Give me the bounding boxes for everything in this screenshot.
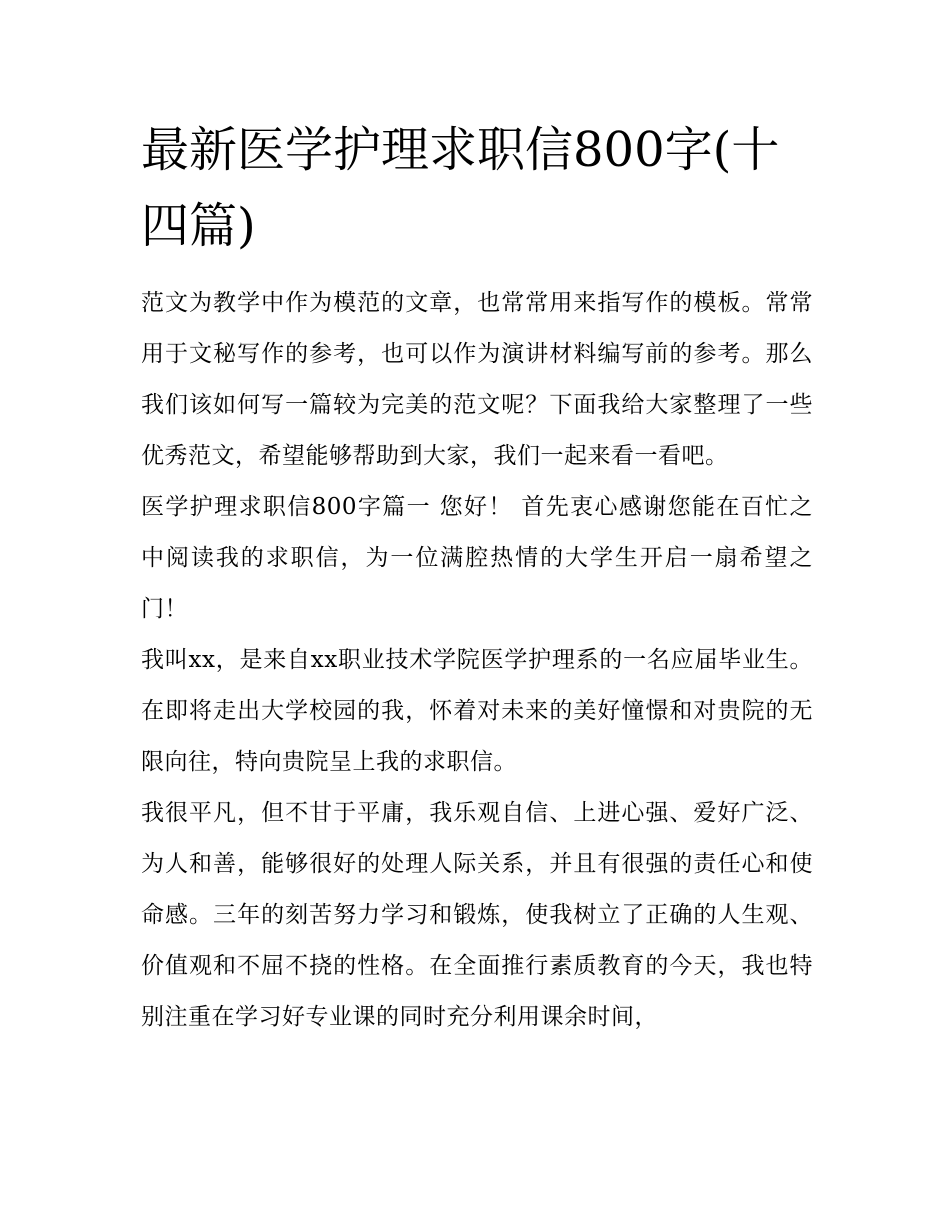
document-body xyxy=(141,112,813,1043)
personality-paragraph: 我很平凡，但不甘于平庸，我乐观自信、上进心强、爱好广泛、为人和善，能够很好的处理人际关系，并且有很强的责任心和使命感。三年的刻苦努力学习和锻炼，使我树立了正确的人生观、价值观和不屈不挠的性格。在全面推行素质教育的今天，我也特别注重在学习好专业课的同时充分利用课余时间， xyxy=(141,800,813,1030)
self-introduction-paragraph: 我叫xx，是来自xx职业技术学院医学护理系的一名应届毕业生。在即将走出大学校园的我，怀着对未来的美好憧憬和对贵院的无限向往，特向贵院呈上我的求职信。 xyxy=(141,647,813,775)
document-title: 最新医学护理求职信800字(十四篇) xyxy=(141,122,780,254)
intro-paragraph: 范文为教学中作为模范的文章，也常常用来指写作的模板。常常用于文秘写作的参考，也可以作为演讲材料编写前的参考。那么我们该如何写一篇较为完美的范文呢？下面我给大家整理了一些优秀范文，希望能够帮助到大家，我们一起来看一看吧。 xyxy=(141,290,813,469)
letter-opening-paragraph: 医学护理求职信800字篇一 您好！ 首先衷心感谢您能在百忙之中阅读我的求职信，为一位满腔热情的大学生开启一扇希望之门！ xyxy=(141,494,813,622)
